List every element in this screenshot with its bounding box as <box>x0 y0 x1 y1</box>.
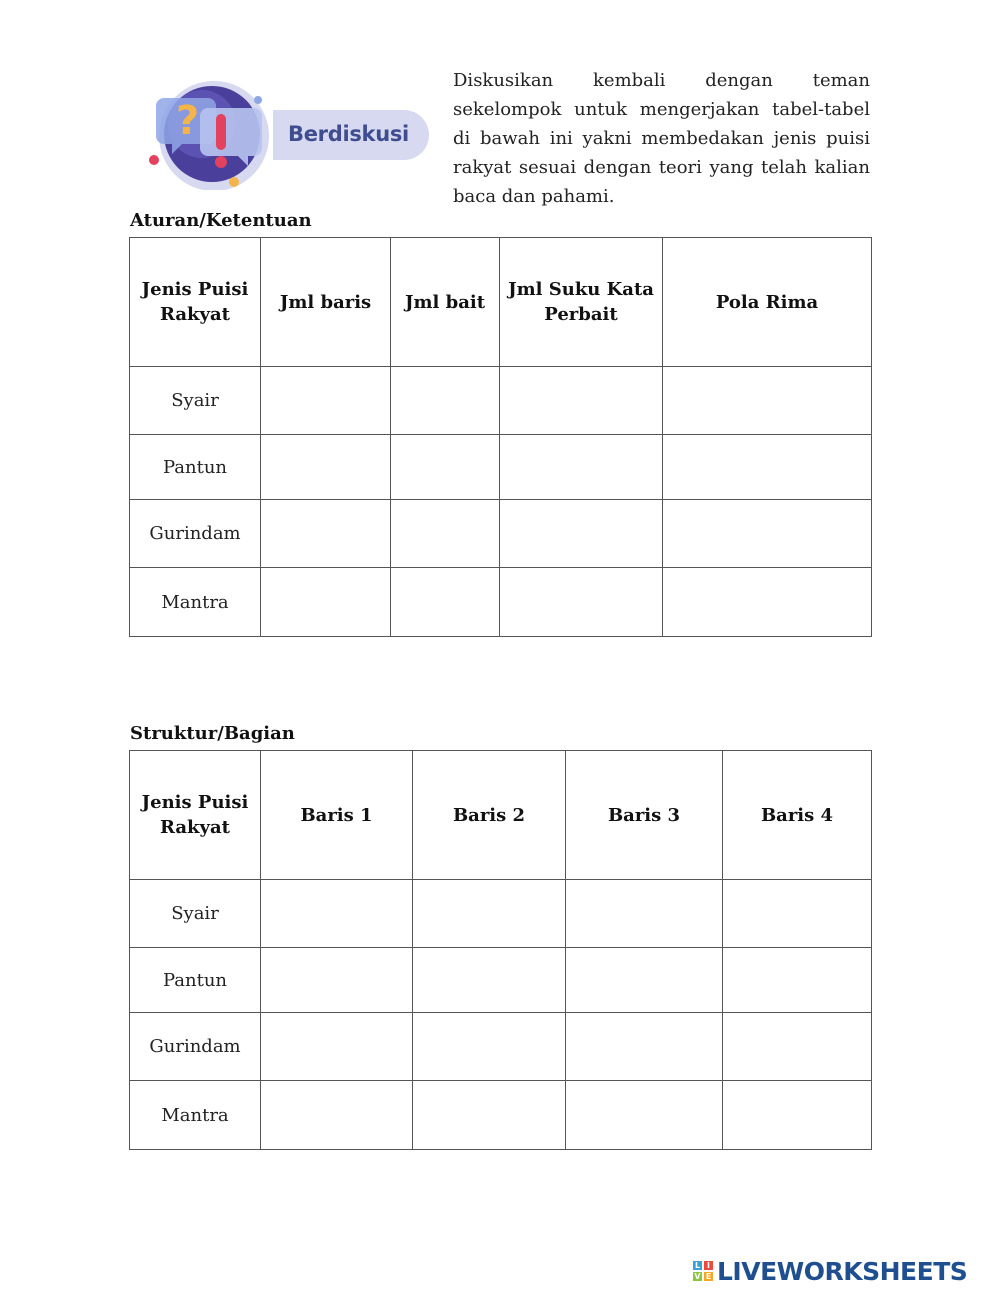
header-pola-rima: Pola Rima <box>663 238 872 367</box>
answer-cell[interactable] <box>261 880 413 948</box>
answer-cell[interactable] <box>500 367 663 435</box>
table-row <box>130 568 872 637</box>
table-header-row <box>130 751 872 880</box>
table1-title: Aturan/Ketentuan <box>130 210 312 231</box>
answer-cell[interactable] <box>261 948 413 1013</box>
row-label-gurindam: Gurindam <box>130 500 261 568</box>
table2-title: Struktur/Bagian <box>130 723 295 744</box>
answer-cell[interactable] <box>391 568 500 637</box>
logo-mark-letter: I <box>704 1261 713 1270</box>
liveworksheets-logo-mark <box>693 1261 713 1281</box>
table-row <box>130 948 872 1013</box>
answer-cell[interactable] <box>663 435 872 500</box>
answer-cell[interactable] <box>723 1013 872 1081</box>
logo-text: LIVEWORKSHEETS <box>717 1256 968 1286</box>
row-label-mantra: Mantra <box>130 568 261 637</box>
struktur-bagian-table <box>129 750 872 1150</box>
answer-cell[interactable] <box>261 568 391 637</box>
aturan-ketentuan-table <box>129 237 872 637</box>
answer-cell[interactable] <box>566 948 723 1013</box>
answer-cell[interactable] <box>723 880 872 948</box>
answer-cell[interactable] <box>663 500 872 568</box>
liveworksheets-logo <box>693 1256 967 1286</box>
header-jenis-puisi: Jenis Puisi Rakyat <box>130 238 261 367</box>
header-jml-suku-kata: Jml Suku Kata Perbait <box>500 238 663 367</box>
answer-cell[interactable] <box>413 880 566 948</box>
answer-cell[interactable] <box>566 1081 723 1150</box>
header-baris-2: Baris 2 <box>413 751 566 880</box>
answer-cell[interactable] <box>391 435 500 500</box>
table-row <box>130 880 872 948</box>
answer-cell[interactable] <box>500 568 663 637</box>
answer-cell[interactable] <box>500 500 663 568</box>
logo-mark-letter: L <box>694 1261 701 1270</box>
table-row <box>130 435 872 500</box>
answer-cell[interactable] <box>261 367 391 435</box>
table-row <box>130 1013 872 1081</box>
answer-cell[interactable] <box>566 880 723 948</box>
answer-cell[interactable] <box>663 367 872 435</box>
answer-cell[interactable] <box>500 435 663 500</box>
header-jml-baris: Jml baris <box>261 238 391 367</box>
answer-cell[interactable] <box>261 500 391 568</box>
badge-label: Berdiskusi <box>288 122 409 146</box>
header-jenis-puisi: Jenis Puisi Rakyat <box>130 751 261 880</box>
row-label-mantra: Mantra <box>130 1081 261 1150</box>
answer-cell[interactable] <box>261 1081 413 1150</box>
header-baris-4: Baris 4 <box>723 751 872 880</box>
answer-cell[interactable] <box>261 1013 413 1081</box>
header-baris-3: Baris 3 <box>566 751 723 880</box>
header-baris-1: Baris 1 <box>261 751 413 880</box>
row-label-pantun: Pantun <box>130 948 261 1013</box>
row-label-syair: Syair <box>130 880 261 948</box>
svg-text:?: ? <box>176 98 200 144</box>
logo-mark-letter: V <box>694 1272 701 1281</box>
table-row <box>130 500 872 568</box>
answer-cell[interactable] <box>261 435 391 500</box>
answer-cell[interactable] <box>723 948 872 1013</box>
answer-cell[interactable] <box>413 948 566 1013</box>
answer-cell[interactable] <box>566 1013 723 1081</box>
discussion-icon <box>142 78 277 190</box>
row-label-gurindam: Gurindam <box>130 1013 261 1081</box>
answer-cell[interactable] <box>723 1081 872 1150</box>
header-jml-bait: Jml bait <box>391 238 500 367</box>
answer-cell[interactable] <box>413 1013 566 1081</box>
berdiskusi-badge <box>142 78 432 190</box>
answer-cell[interactable] <box>391 500 500 568</box>
answer-cell[interactable] <box>663 568 872 637</box>
row-label-pantun: Pantun <box>130 435 261 500</box>
answer-cell[interactable] <box>413 1081 566 1150</box>
table-row <box>130 1081 872 1150</box>
table-row <box>130 367 872 435</box>
logo-mark-letter: E <box>705 1272 712 1281</box>
table-header-row <box>130 238 872 367</box>
answer-cell[interactable] <box>391 367 500 435</box>
row-label-syair: Syair <box>130 367 261 435</box>
intro-paragraph: Diskusikan kembali dengan teman sekelompok untuk mengerjakan tabel-tabel di bawah ini yakni membedakan jenis puisi rakyat sesuai dengan teori yang telah kalian baca dan pahami. <box>453 70 870 207</box>
